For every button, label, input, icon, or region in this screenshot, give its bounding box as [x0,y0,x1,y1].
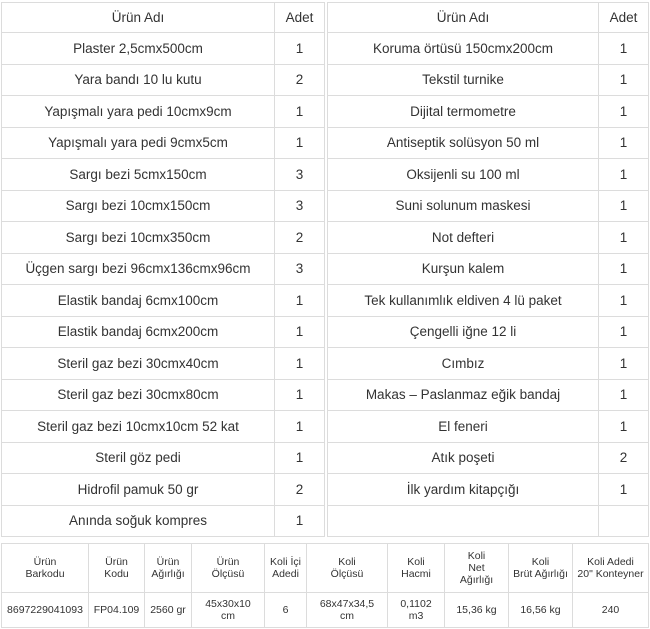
table-row [2,442,325,474]
table-header-row [2,3,325,33]
product-name-cell: Not defteri [328,222,599,254]
spec-header-line: Brüt Ağırlığı [513,568,568,580]
table-header-row [328,3,649,33]
spec-header-line: Ölçüsü [211,568,245,580]
spec-header-line: Adedi [272,568,299,580]
product-table-left [1,2,325,537]
quantity-cell: 1 [599,190,649,222]
spec-value-box-size [307,593,388,628]
quantity-cell: 1 [275,96,325,128]
product-name-cell: Steril gaz bezi 30cmx80cm [2,379,275,411]
product-name-cell: Hidrofil pamuk 50 gr [2,474,275,506]
quantity-cell: 1 [599,64,649,96]
product-name-cell: Sargı bezi 10cmx150cm [2,190,275,222]
product-name-cell: Sargı bezi 10cmx350cm [2,222,275,254]
quantity-cell: 2 [275,474,325,506]
quantity-cell: 2 [599,442,649,474]
spec-header-container-qty [573,544,649,593]
spec-header-line: Ağırlığı [459,574,494,586]
spec-value-box-net-weight [445,593,509,628]
spec-value-line: 16,56 kg [520,604,561,616]
spec-header-line: Ürün [33,556,57,568]
quantity-cell: 1 [275,33,325,65]
quantity-cell: 1 [275,379,325,411]
table-row [2,190,325,222]
header-product-name: Ürün Adı [328,3,599,33]
spec-value-line: m3 [408,610,424,622]
spec-value-line: 0,1102 [400,598,432,610]
quantity-cell: 1 [599,348,649,380]
product-name-cell: Koruma örtüsü 150cmx200cm [328,33,599,65]
quantity-cell: 2 [275,64,325,96]
table-row [328,442,649,474]
product-name-cell: Makas – Paslanmaz eğik bandaj [328,379,599,411]
quantity-cell: 3 [275,253,325,285]
spec-header-line: Ölçüsü [330,568,364,580]
product-name-cell: Oksijenli su 100 ml [328,159,599,191]
spec-value-box-qty [265,593,307,628]
quantity-cell: 3 [275,190,325,222]
table-row [2,474,325,506]
spec-header-line: Ürün [105,556,128,568]
spec-value-line: 2560 gr [150,604,186,616]
quantity-cell: 1 [275,285,325,317]
table-row [2,159,325,191]
spec-header-line: Koli [531,556,550,568]
product-table-right [327,2,649,537]
product-name-cell: Üçgen sargı bezi 96cmx136cmx96cm [2,253,275,285]
table-row [2,127,325,159]
spec-value-line: cm [340,610,354,622]
spec-value-line: 8697229041093 [7,604,83,616]
table-row [2,316,325,348]
product-name-cell: Yara bandı 10 lu kutu [2,64,275,96]
table-row [328,222,649,254]
spec-header-box-size [307,544,388,593]
spec-value-line: 68x47x34,5 [319,598,375,610]
spec-value-line: 240 [601,604,620,616]
quantity-cell: 1 [599,127,649,159]
product-name-cell: Tek kullanımlık eldiven 4 lü paket [328,285,599,317]
spec-header-product-code [89,544,145,593]
header-quantity: Adet [275,3,325,33]
table-row [328,379,649,411]
packaging-spec-table [1,543,649,628]
spec-value-line: 45x30x10 [205,598,251,610]
spec-header-line: Ürün [156,556,180,568]
spec-value-product-size [192,593,265,628]
table-row [328,253,649,285]
quantity-cell: 1 [599,411,649,443]
spec-value-row [2,593,649,628]
table-row [328,411,649,443]
table-row [328,159,649,191]
product-name-cell: Plaster 2,5cmx500cm [2,33,275,65]
table-row [328,474,649,506]
quantity-cell: 1 [599,96,649,128]
quantity-cell: 1 [275,411,325,443]
product-name-cell: Atık poşeti [328,442,599,474]
quantity-cell: 1 [275,316,325,348]
quantity-cell: 1 [599,316,649,348]
spec-header-line: Net [468,562,485,574]
spec-value-product-code [89,593,145,628]
table-row [328,316,649,348]
product-name-cell: El feneri [328,411,599,443]
quantity-cell [599,505,649,537]
spec-header-row [2,544,649,593]
product-name-cell: Steril gaz bezi 30cmx40cm [2,348,275,380]
quantity-cell: 1 [599,222,649,254]
table-row [2,285,325,317]
spec-header-line: Ürün [216,556,240,568]
table-row [328,285,649,317]
spec-header-box-gross-weight [509,544,573,593]
spec-header-line: 20" Konteyner [577,568,644,580]
product-name-cell: Steril gaz bezi 10cmx10cm 52 kat [2,411,275,443]
quantity-cell: 1 [275,442,325,474]
quantity-cell: 1 [275,127,325,159]
spec-header-line: Koli Adedi [587,556,634,568]
product-name-cell: Antiseptik solüsyon 50 ml [328,127,599,159]
product-name-cell: Dijital termometre [328,96,599,128]
table-row [328,348,649,380]
table-row [328,33,649,65]
quantity-cell: 1 [599,253,649,285]
table-row [2,379,325,411]
quantity-cell: 3 [275,159,325,191]
table-row [328,505,649,537]
spec-header-product-size [192,544,265,593]
product-name-cell: Suni solunum maskesi [328,190,599,222]
spec-header-box-volume [388,544,445,593]
quantity-cell: 1 [599,159,649,191]
spec-header-line: Hacmi [401,568,431,580]
product-name-cell [328,505,599,537]
product-name-cell: Steril göz pedi [2,442,275,474]
spec-header-line: Kodu [104,568,129,580]
spec-header-line: Barkodu [25,568,65,580]
table-row [2,505,325,537]
quantity-cell: 1 [599,33,649,65]
header-product-name: Ürün Adı [2,3,275,33]
table-row [328,96,649,128]
table-row [2,348,325,380]
product-name-cell: Yapışmalı yara pedi 9cmx5cm [2,127,275,159]
product-name-cell: Cımbız [328,348,599,380]
spec-value-product-weight [145,593,192,628]
quantity-cell: 1 [599,285,649,317]
spec-header-line: Koli İçi [270,556,301,568]
table-row [328,190,649,222]
quantity-cell: 2 [275,222,325,254]
spec-value-box-volume [388,593,445,628]
table-row [2,96,325,128]
spec-header-line: Koli [338,556,356,568]
spec-header-line: Koli [407,556,425,568]
spec-value-line: 6 [282,604,289,616]
spec-value-line: FP04.109 [93,604,140,616]
spec-header-barcode [2,544,89,593]
quantity-cell: 1 [275,505,325,537]
product-name-cell: Kurşun kalem [328,253,599,285]
spec-value-box-gross-weight [509,593,573,628]
product-name-cell: Elastik bandaj 6cmx100cm [2,285,275,317]
quantity-cell: 1 [599,474,649,506]
quantity-cell: 1 [599,379,649,411]
table-row [328,64,649,96]
header-quantity: Adet [599,3,649,33]
product-name-cell: Elastik bandaj 6cmx200cm [2,316,275,348]
table-row [328,127,649,159]
spec-value-container-qty [573,593,649,628]
spec-header-product-weight [145,544,192,593]
product-name-cell: Yapışmalı yara pedi 10cmx9cm [2,96,275,128]
spec-value-line: cm [221,610,235,622]
spec-header-line: Ağırlığı [151,568,185,580]
table-row [2,33,325,65]
table-row [2,222,325,254]
product-name-cell: Anında soğuk kompres [2,505,275,537]
spec-header-box-net-weight [445,544,509,593]
product-name-cell: Tekstil turnike [328,64,599,96]
spec-header-box-qty [265,544,307,593]
product-name-cell: İlk yardım kitapçığı [328,474,599,506]
quantity-cell: 1 [275,348,325,380]
spec-header-line: Koli [467,550,486,562]
product-name-cell: Sargı bezi 5cmx150cm [2,159,275,191]
product-name-cell: Çengelli iğne 12 li [328,316,599,348]
table-row [2,253,325,285]
table-row [2,411,325,443]
table-row [2,64,325,96]
spec-value-line: 15,36 kg [456,604,497,616]
spec-value-barcode [2,593,89,628]
